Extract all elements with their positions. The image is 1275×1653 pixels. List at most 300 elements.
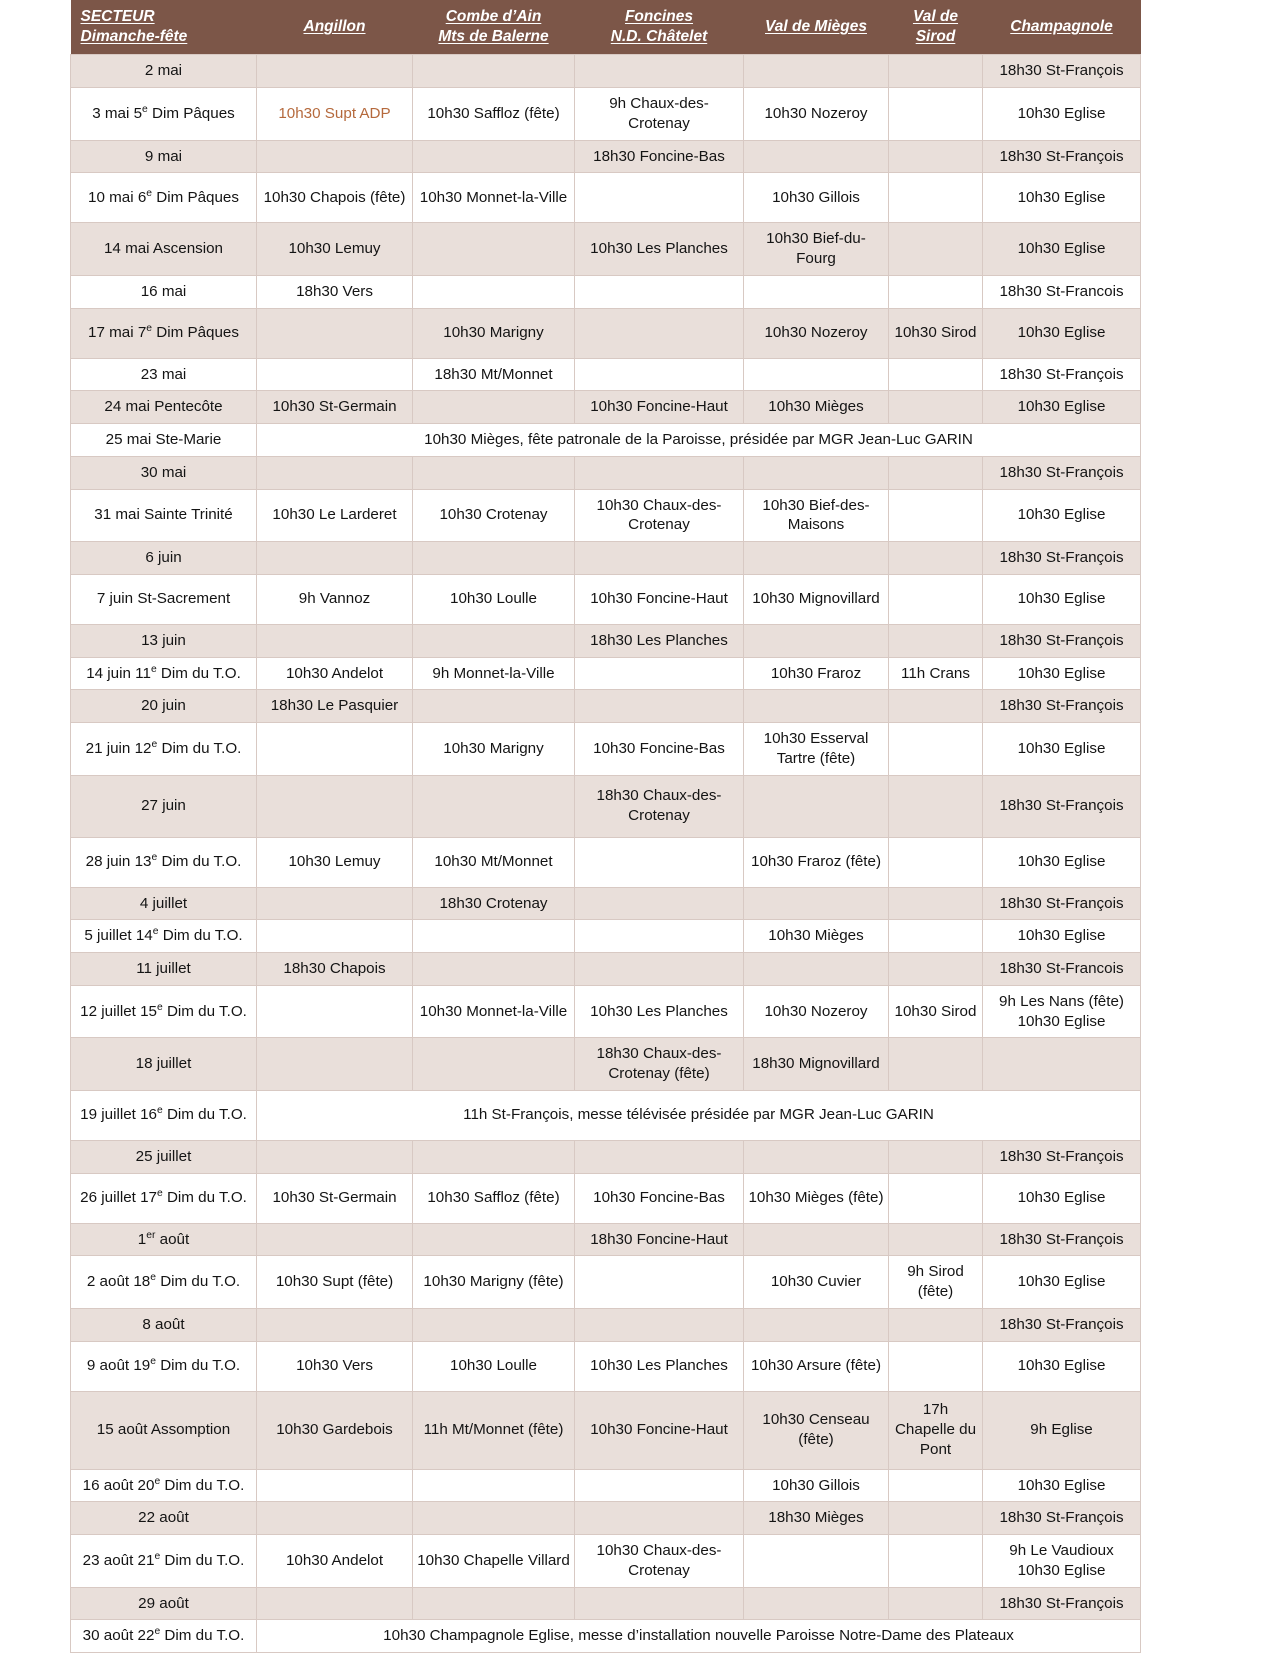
cell-date: 16 août 20e Dim du T.O. [71, 1469, 257, 1502]
table-row [71, 887, 1141, 920]
cell-combe-dain [413, 140, 575, 173]
cell-val-de-mieges [744, 55, 889, 88]
cell-val-de-mieges [744, 275, 889, 308]
cell-angillon: 10h30 Gardebois [257, 1391, 413, 1469]
cell-foncines: 10h30 Les Planches [575, 223, 744, 276]
cell-champagnole: 18h30 St-Francois [983, 275, 1141, 308]
cell-champagnole: 18h30 St-François [983, 358, 1141, 391]
cell-foncines: 18h30 Foncine-Haut [575, 1223, 744, 1256]
table-row [71, 1502, 1141, 1535]
cell-combe-dain [413, 391, 575, 424]
column-header-line: Angillon [303, 18, 366, 36]
cell-combe-dain [413, 1308, 575, 1341]
cell-date: 13 juin [71, 624, 257, 657]
cell-foncines [575, 456, 744, 489]
column-header-line: Mts de Balerne [438, 28, 549, 46]
cell-date: 2 mai [71, 55, 257, 88]
cell-foncines: 18h30 Chaux-des-Crotenay (fête) [575, 1038, 744, 1091]
cell-val-de-mieges [744, 887, 889, 920]
cell-combe-dain [413, 223, 575, 276]
column-header-line: N.D. Châtelet [610, 28, 708, 46]
table-row [71, 1140, 1141, 1173]
cell-date: 7 juin St-Sacrement [71, 574, 257, 624]
table-row [71, 1308, 1141, 1341]
cell-date: 25 juillet [71, 1140, 257, 1173]
cell-angillon: 10h30 St-Germain [257, 1173, 413, 1223]
cell-val-de-mieges: 10h30 Esserval Tartre (fête) [744, 723, 889, 776]
cell-val-de-sirod [889, 140, 983, 173]
cell-champagnole: 10h30 Eglise [983, 391, 1141, 424]
cell-angillon: 10h30 Andelot [257, 657, 413, 690]
cell-date: 11 juillet [71, 953, 257, 986]
cell-date: 28 juin 13e Dim du T.O. [71, 837, 257, 887]
column-header-angillon [257, 0, 413, 55]
cell-val-de-sirod [889, 88, 983, 141]
table-row [71, 88, 1141, 141]
cell-val-de-mieges: 10h30 Nozeroy [744, 88, 889, 141]
cell-champagnole: 18h30 St-Francois [983, 953, 1141, 986]
table-row [71, 140, 1141, 173]
cell-val-de-mieges: 10h30 Gillois [744, 1469, 889, 1502]
cell-line: 9h Le Vaudioux [1009, 1542, 1114, 1560]
cell-combe-dain [413, 1469, 575, 1502]
cell-champagnole: 18h30 St-François [983, 1223, 1141, 1256]
cell-champagnole: 18h30 St-François [983, 456, 1141, 489]
cell-combe-dain: 10h30 Loulle [413, 574, 575, 624]
cell-combe-dain: 10h30 Monnet-la-Ville [413, 985, 575, 1038]
cell-val-de-mieges [744, 1535, 889, 1588]
cell-angillon [257, 1308, 413, 1341]
cell-champagnole: 10h30 Eglise [983, 223, 1141, 276]
cell-date: 18 juillet [71, 1038, 257, 1091]
cell-combe-dain [413, 1587, 575, 1620]
cell-foncines: 10h30 Les Planches [575, 1341, 744, 1391]
cell-val-de-sirod [889, 574, 983, 624]
cell-champagnole: 10h30 Eglise [983, 1341, 1141, 1391]
cell-val-de-mieges [744, 140, 889, 173]
table-row [71, 690, 1141, 723]
cell-date: 23 août 21e Dim du T.O. [71, 1535, 257, 1588]
cell-angillon [257, 1469, 413, 1502]
cell-val-de-mieges [744, 624, 889, 657]
cell-val-de-mieges: 10h30 Bief-du-Fourg [744, 223, 889, 276]
cell-val-de-mieges [744, 358, 889, 391]
cell-foncines: 9h Chaux-des-Crotenay [575, 88, 744, 141]
cell-val-de-mieges: 10h30 Censeau (fête) [744, 1391, 889, 1469]
cell-val-de-sirod [889, 1308, 983, 1341]
cell-angillon [257, 1587, 413, 1620]
cell-val-de-mieges [744, 953, 889, 986]
cell-foncines [575, 837, 744, 887]
cell-val-de-mieges [744, 542, 889, 575]
cell-val-de-sirod [889, 1535, 983, 1588]
table-row [71, 173, 1141, 223]
cell-combe-dain: 11h Mt/Monnet (fête) [413, 1391, 575, 1469]
cell-val-de-mieges: 10h30 Cuvier [744, 1256, 889, 1309]
cell-val-de-mieges: 10h30 Mignovillard [744, 574, 889, 624]
cell-val-de-mieges: 10h30 Mièges [744, 391, 889, 424]
cell-champagnole: 18h30 St-François [983, 140, 1141, 173]
cell-val-de-mieges [744, 1223, 889, 1256]
cell-val-de-mieges [744, 690, 889, 723]
cell-date: 27 juin [71, 775, 257, 837]
cell-angillon: 10h30 Le Larderet [257, 489, 413, 542]
table-row [71, 1535, 1141, 1588]
table-row [71, 1173, 1141, 1223]
cell-date: 14 mai Ascension [71, 223, 257, 276]
column-header-combe-dain [413, 0, 575, 55]
cell-champagnole: 18h30 St-François [983, 55, 1141, 88]
cell-combe-dain: 18h30 Mt/Monnet [413, 358, 575, 391]
cell-val-de-sirod [889, 223, 983, 276]
cell-combe-dain [413, 456, 575, 489]
table-header [71, 0, 1141, 55]
table-row [71, 1469, 1141, 1502]
cell-val-de-mieges: 18h30 Mièges [744, 1502, 889, 1535]
cell-champagnole: 18h30 St-François [983, 1502, 1141, 1535]
cell-champagnole: 9h Eglise [983, 1391, 1141, 1469]
cell-combe-dain: 9h Monnet-la-Ville [413, 657, 575, 690]
cell-val-de-mieges: 10h30 Arsure (fête) [744, 1341, 889, 1391]
cell-angillon: 10h30 St-Germain [257, 391, 413, 424]
cell-line: 10h30 Eglise [1017, 1561, 1106, 1579]
cell-champagnole: 10h30 Eglise [983, 1256, 1141, 1309]
cell-foncines: 10h30 Chaux-des-Crotenay [575, 489, 744, 542]
cell-val-de-sirod [889, 887, 983, 920]
table-row [71, 1341, 1141, 1391]
cell-val-de-sirod [889, 1173, 983, 1223]
column-header-foncines [575, 0, 744, 55]
column-header-champagnole [983, 0, 1141, 55]
cell-foncines [575, 173, 744, 223]
cell-foncines: 10h30 Les Planches [575, 985, 744, 1038]
cell-date: 17 mai 7e Dim Pâques [71, 308, 257, 358]
cell-date: 24 mai Pentecôte [71, 391, 257, 424]
table-row [71, 920, 1141, 953]
cell-combe-dain: 10h30 Mt/Monnet [413, 837, 575, 887]
cell-foncines: 10h30 Foncine-Haut [575, 574, 744, 624]
cell-angillon [257, 887, 413, 920]
cell-val-de-mieges: 10h30 Nozeroy [744, 985, 889, 1038]
table-row [71, 223, 1141, 276]
cell-angillon: 10h30 Andelot [257, 1535, 413, 1588]
cell-champagnole [983, 1038, 1141, 1091]
cell-val-de-sirod: 10h30 Sirod [889, 308, 983, 358]
cell-date: 19 juillet 16e Dim du T.O. [71, 1090, 257, 1140]
cell-date: 26 juillet 17e Dim du T.O. [71, 1173, 257, 1223]
cell-date: 23 mai [71, 358, 257, 391]
mass-schedule-sheet [70, 0, 1140, 1653]
table-row [71, 456, 1141, 489]
cell-foncines [575, 1256, 744, 1309]
cell-combe-dain: 10h30 Marigny [413, 723, 575, 776]
cell-foncines [575, 358, 744, 391]
cell-angillon [257, 542, 413, 575]
cell-foncines [575, 690, 744, 723]
column-header-line: Foncines [624, 8, 694, 25]
cell-champagnole: 18h30 St-François [983, 624, 1141, 657]
cell-combe-dain: 10h30 Loulle [413, 1341, 575, 1391]
cell-foncines [575, 1308, 744, 1341]
cell-line: 9h Les Nans (fête) [999, 992, 1124, 1010]
cell-val-de-sirod [889, 1502, 983, 1535]
cell-val-de-mieges [744, 1308, 889, 1341]
column-header-val-de-sirod [889, 0, 983, 55]
cell-champagnole: 18h30 St-François [983, 690, 1141, 723]
cell-angillon: 10h30 Chapois (fête) [257, 173, 413, 223]
table-row [71, 1587, 1141, 1620]
table-body [71, 55, 1141, 1653]
cell-angillon: 18h30 Chapois [257, 953, 413, 986]
cell-champagnole: 18h30 St-François [983, 775, 1141, 837]
cell-val-de-sirod: 11h Crans [889, 657, 983, 690]
cell-foncines: 10h30 Foncine-Haut [575, 1391, 744, 1469]
cell-val-de-mieges: 10h30 Fraroz [744, 657, 889, 690]
cell-foncines [575, 275, 744, 308]
cell-announcement: 10h30 Mièges, fête patronale de la Paroisse, présidée par MGR Jean-Luc GARIN [257, 424, 1141, 457]
table-row [71, 624, 1141, 657]
cell-champagnole: 18h30 St-François [983, 542, 1141, 575]
cell-foncines: 10h30 Foncine-Bas [575, 1173, 744, 1223]
cell-foncines [575, 1469, 744, 1502]
column-header-line: Champagnole [1010, 18, 1113, 36]
cell-combe-dain: 10h30 Marigny [413, 308, 575, 358]
cell-val-de-sirod [889, 1587, 983, 1620]
table-row [71, 574, 1141, 624]
cell-val-de-mieges [744, 1587, 889, 1620]
cell-val-de-sirod [889, 489, 983, 542]
table-row [71, 308, 1141, 358]
table-row [71, 542, 1141, 575]
cell-combe-dain [413, 1502, 575, 1535]
cell-combe-dain [413, 542, 575, 575]
cell-val-de-sirod [889, 542, 983, 575]
table-row [71, 1391, 1141, 1469]
cell-angillon [257, 985, 413, 1038]
cell-combe-dain [413, 1140, 575, 1173]
cell-val-de-sirod [889, 456, 983, 489]
cell-combe-dain: 10h30 Saffloz (fête) [413, 1173, 575, 1223]
cell-val-de-sirod [889, 953, 983, 986]
cell-champagnole: 18h30 St-François [983, 1140, 1141, 1173]
table-row [71, 657, 1141, 690]
cell-val-de-sirod: 10h30 Sirod [889, 985, 983, 1038]
cell-val-de-sirod [889, 173, 983, 223]
cell-angillon [257, 308, 413, 358]
cell-foncines: 18h30 Foncine-Bas [575, 140, 744, 173]
table-row [71, 391, 1141, 424]
cell-date: 22 août [71, 1502, 257, 1535]
table-row [71, 723, 1141, 776]
header-row [71, 0, 1141, 55]
cell-date: 30 mai [71, 456, 257, 489]
cell-combe-dain [413, 953, 575, 986]
cell-angillon [257, 140, 413, 173]
cell-val-de-sirod [889, 920, 983, 953]
table-row [71, 1223, 1141, 1256]
cell-angillon [257, 456, 413, 489]
cell-date: 25 mai Ste-Marie [71, 424, 257, 457]
cell-val-de-sirod [889, 775, 983, 837]
cell-combe-dain [413, 690, 575, 723]
cell-champagnole: 10h30 Eglise [983, 920, 1141, 953]
cell-foncines [575, 55, 744, 88]
cell-angillon: 10h30 Lemuy [257, 837, 413, 887]
column-header-line: Combe d’Ain [445, 8, 542, 25]
cell-angillon [257, 1223, 413, 1256]
cell-champagnole: 10h30 Eglise [983, 489, 1141, 542]
cell-date: 8 août [71, 1308, 257, 1341]
table-row [71, 55, 1141, 88]
cell-angillon: 10h30 Supt (fête) [257, 1256, 413, 1309]
cell-date: 14 juin 11e Dim du T.O. [71, 657, 257, 690]
cell-foncines [575, 887, 744, 920]
cell-champagnole [983, 985, 1141, 1038]
cell-val-de-sirod [889, 1341, 983, 1391]
column-header-line: Val de Mièges [765, 18, 867, 36]
cell-val-de-sirod [889, 690, 983, 723]
cell-date: 1er août [71, 1223, 257, 1256]
cell-val-de-mieges: 10h30 Mièges (fête) [744, 1173, 889, 1223]
cell-date: 2 août 18e Dim du T.O. [71, 1256, 257, 1309]
cell-val-de-sirod [889, 624, 983, 657]
cell-date: 15 août Assomption [71, 1391, 257, 1469]
cell-date: 20 juin [71, 690, 257, 723]
cell-champagnole: 10h30 Eglise [983, 723, 1141, 776]
cell-date: 16 mai [71, 275, 257, 308]
cell-combe-dain: 10h30 Saffloz (fête) [413, 88, 575, 141]
cell-val-de-mieges [744, 456, 889, 489]
cell-combe-dain: 10h30 Crotenay [413, 489, 575, 542]
cell-angillon: 9h Vannoz [257, 574, 413, 624]
cell-combe-dain [413, 1038, 575, 1091]
cell-val-de-mieges: 10h30 Gillois [744, 173, 889, 223]
cell-foncines: 10h30 Foncine-Haut [575, 391, 744, 424]
cell-angillon [257, 775, 413, 837]
cell-foncines [575, 308, 744, 358]
cell-angillon [257, 723, 413, 776]
cell-champagnole: 10h30 Eglise [983, 837, 1141, 887]
cell-combe-dain: 10h30 Monnet-la-Ville [413, 173, 575, 223]
cell-combe-dain [413, 775, 575, 837]
cell-champagnole: 18h30 St-François [983, 1587, 1141, 1620]
cell-val-de-sirod [889, 358, 983, 391]
table-row [71, 1090, 1141, 1140]
column-header-line: Sirod [915, 28, 956, 46]
cell-champagnole [983, 1535, 1141, 1588]
cell-angillon [257, 1038, 413, 1091]
table-row [71, 358, 1141, 391]
cell-date: 4 juillet [71, 887, 257, 920]
cell-date: 12 juillet 15e Dim du T.O. [71, 985, 257, 1038]
cell-val-de-sirod [889, 391, 983, 424]
table-row [71, 424, 1141, 457]
cell-foncines: 18h30 Les Planches [575, 624, 744, 657]
cell-angillon: 18h30 Vers [257, 275, 413, 308]
cell-combe-dain: 18h30 Crotenay [413, 887, 575, 920]
cell-combe-dain [413, 920, 575, 953]
cell-combe-dain [413, 624, 575, 657]
cell-date: 29 août [71, 1587, 257, 1620]
cell-angillon [257, 1140, 413, 1173]
cell-announcement: 11h St-François, messe télévisée présidée par MGR Jean-Luc GARIN [257, 1090, 1141, 1140]
cell-foncines [575, 920, 744, 953]
cell-combe-dain: 10h30 Chapelle Villard [413, 1535, 575, 1588]
cell-line: 10h30 Eglise [1017, 1012, 1106, 1030]
cell-combe-dain [413, 275, 575, 308]
cell-val-de-sirod: 17h Chapelle du Pont [889, 1391, 983, 1469]
cell-date: 5 juillet 14e Dim du T.O. [71, 920, 257, 953]
cell-combe-dain [413, 1223, 575, 1256]
cell-foncines: 10h30 Foncine-Bas [575, 723, 744, 776]
cell-date: 30 août 22e Dim du T.O. [71, 1620, 257, 1653]
cell-val-de-sirod [889, 55, 983, 88]
cell-val-de-mieges: 10h30 Nozeroy [744, 308, 889, 358]
column-header-line: Dimanche-fête [80, 28, 188, 46]
table-row [71, 275, 1141, 308]
cell-val-de-sirod [889, 723, 983, 776]
cell-val-de-mieges: 10h30 Mièges [744, 920, 889, 953]
cell-combe-dain: 10h30 Marigny (fête) [413, 1256, 575, 1309]
cell-champagnole: 10h30 Eglise [983, 173, 1141, 223]
table-row [71, 1256, 1141, 1309]
cell-date: 9 mai [71, 140, 257, 173]
cell-val-de-sirod [889, 1140, 983, 1173]
cell-announcement: 10h30 Champagnole Eglise, messe d’installation nouvelle Paroisse Notre-Dame des Plateaux [257, 1620, 1141, 1653]
cell-val-de-mieges: 10h30 Fraroz (fête) [744, 837, 889, 887]
cell-foncines: 10h30 Chaux-des-Crotenay [575, 1535, 744, 1588]
cell-angillon: 18h30 Le Pasquier [257, 690, 413, 723]
table-row [71, 775, 1141, 837]
cell-combe-dain [413, 55, 575, 88]
cell-date: 31 mai Sainte Trinité [71, 489, 257, 542]
table-row [71, 985, 1141, 1038]
cell-champagnole: 10h30 Eglise [983, 1469, 1141, 1502]
cell-val-de-mieges [744, 775, 889, 837]
cell-angillon [257, 1502, 413, 1535]
cell-champagnole: 10h30 Eglise [983, 308, 1141, 358]
cell-angillon [257, 358, 413, 391]
column-header-line: SECTEUR [80, 8, 155, 25]
cell-val-de-sirod [889, 1223, 983, 1256]
cell-val-de-mieges [744, 1140, 889, 1173]
cell-champagnole: 10h30 Eglise [983, 657, 1141, 690]
cell-val-de-sirod [889, 837, 983, 887]
cell-val-de-sirod [889, 1469, 983, 1502]
mass-schedule-table [70, 0, 1141, 1653]
cell-champagnole: 18h30 St-François [983, 887, 1141, 920]
cell-angillon: 10h30 Lemuy [257, 223, 413, 276]
cell-champagnole: 10h30 Eglise [983, 1173, 1141, 1223]
cell-date: 10 mai 6e Dim Pâques [71, 173, 257, 223]
cell-val-de-sirod: 9h Sirod (fête) [889, 1256, 983, 1309]
column-header-val-de-mieges [744, 0, 889, 55]
cell-foncines [575, 953, 744, 986]
cell-foncines [575, 1587, 744, 1620]
table-row [71, 1620, 1141, 1653]
cell-champagnole: 18h30 St-François [983, 1308, 1141, 1341]
cell-foncines [575, 542, 744, 575]
cell-date: 21 juin 12e Dim du T.O. [71, 723, 257, 776]
cell-val-de-mieges: 18h30 Mignovillard [744, 1038, 889, 1091]
cell-champagnole: 10h30 Eglise [983, 574, 1141, 624]
cell-date: 9 août 19e Dim du T.O. [71, 1341, 257, 1391]
cell-val-de-mieges: 10h30 Bief-des-Maisons [744, 489, 889, 542]
cell-angillon [257, 624, 413, 657]
cell-angillon: 10h30 Vers [257, 1341, 413, 1391]
cell-date: 3 mai 5e Dim Pâques [71, 88, 257, 141]
table-row [71, 1038, 1141, 1091]
